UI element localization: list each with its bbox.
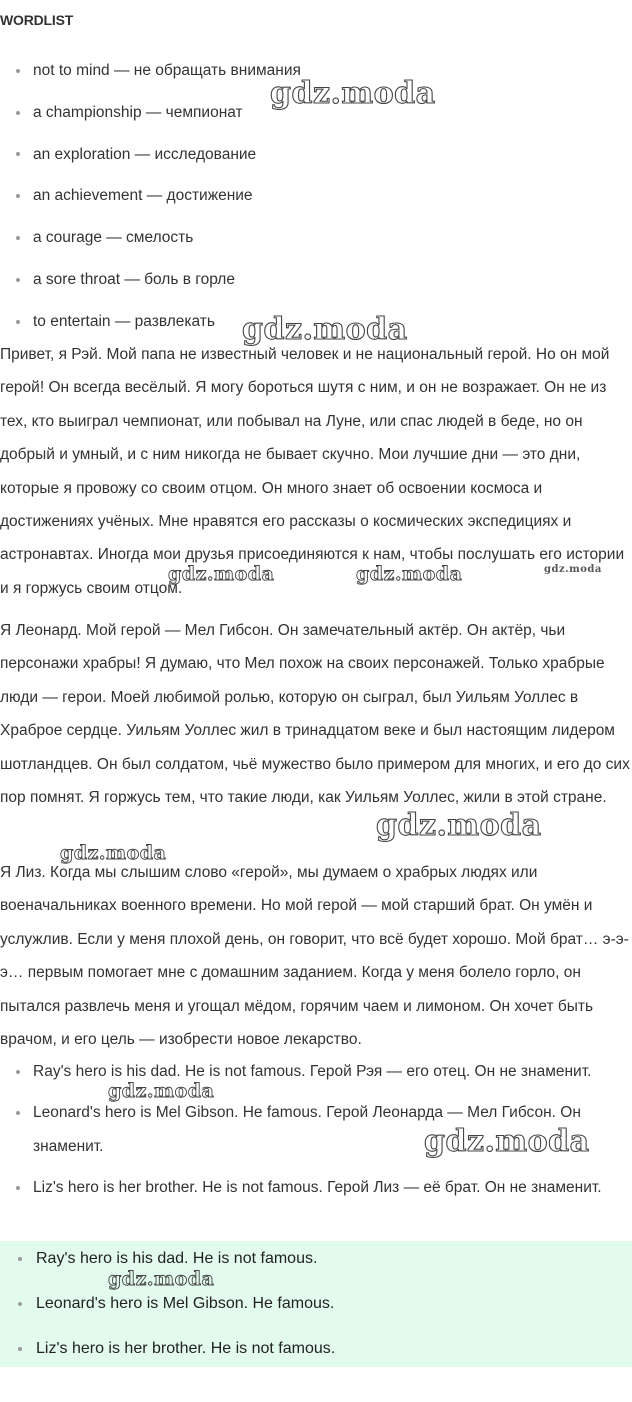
answers-list <box>0 1055 632 1213</box>
paragraph-liz: Я Лиз. Когда мы слышим слово «герой», мы думаем о храбрых людях или военачальниках военного времени. Но мой герой — мой старший брат. Он умён и услужлив. Если у меня плохой день, он говорит, что всё будет хорошо. Мой брат… э-э-э… первым помогает мне с домашним заданием. Когда у меня болело горло, он пытался развлечь меня и угощал мёдом, горячим чаем и лимоном. Он хочет быть врачом, и его цель — изобрести новое лекарство. <box>0 864 629 1049</box>
answer-item <box>0 1055 632 1088</box>
list-item <box>0 92 632 134</box>
bullet-icon <box>16 236 20 240</box>
highlighted-answer-text: Liz's hero is her brother. He is not famous. <box>36 1340 336 1357</box>
list-item <box>0 175 632 217</box>
bullet-icon <box>16 278 20 282</box>
watermark-logo: gdz.moda <box>60 842 167 864</box>
watermark-logo: gdz.moda <box>108 1080 215 1102</box>
bullet-icon <box>16 111 20 115</box>
bullet-icon <box>16 1111 20 1115</box>
list-item-text: an achievement — достижение <box>33 187 253 205</box>
answer-highlight-box <box>0 1241 632 1367</box>
highlighted-answer-text: Leonard's hero is Mel Gibson. He famous. <box>36 1295 335 1312</box>
highlighted-answer-text: Ray's hero is his dad. He is not famous. <box>36 1250 318 1267</box>
bullet-icon <box>18 1347 22 1351</box>
answer-text: Leonard's hero is Mel Gibson. He famous. Герой Леонарда — Мел Гибсон. Он знаменит. <box>33 1104 581 1155</box>
bullet-icon <box>16 194 20 198</box>
bullet-icon <box>18 1257 22 1261</box>
answer-text: Ray's hero is his dad. He is not famous. Герой Рэя — его отец. Он не знаменит. <box>33 1063 592 1080</box>
answer-item <box>0 1171 632 1204</box>
list-item <box>0 217 632 259</box>
watermark-logo: gdz.moda <box>242 312 408 347</box>
answer-item <box>0 1096 632 1163</box>
wordlist <box>0 50 632 343</box>
list-item <box>0 301 632 343</box>
bullet-icon <box>16 1186 20 1190</box>
watermark-logo: gdz.moda <box>270 76 436 111</box>
list-item-text: a championship — чемпионат <box>33 103 243 121</box>
watermark-logo: gdz.moda <box>424 1124 590 1159</box>
highlighted-answer-item <box>0 1331 632 1376</box>
watermark-logo: gdz.moda <box>376 808 542 843</box>
highlighted-answer-item <box>0 1286 632 1331</box>
bullet-icon <box>16 69 20 73</box>
highlighted-answers-list <box>0 1241 632 1376</box>
wordlist-heading: WORDLIST <box>0 12 74 28</box>
bullet-icon <box>18 1302 22 1306</box>
watermark-logo: gdz.moda <box>544 564 602 575</box>
paragraph-leonard: Я Леонард. Мой герой — Мел Гибсон. Он замечательный актёр. Он актёр, чьи персонажи храбры! Я думаю, что Мел похож на своих персонажей. Только храбрые люди — герои. Моей любимой ролью, которую он сыграл, был Уильям Уоллес в Храброе сердце. Уильям Уоллес жил в тринадцатом веке и был настоящим лидером шотландцев. Он был солдатом, чьё мужество было примером для многих, и его до сих пор помнят. Я горжусь тем, что такие люди, как Уильям Уоллес, жили в этой стране. <box>0 622 630 807</box>
list-item-text: to entertain — развлекать <box>33 312 215 330</box>
answer-text: Liz's hero is her brother. He is not famous. Герой Лиз — её брат. Он не знаменит. <box>33 1179 602 1197</box>
list-item-text: a courage — смелость <box>33 229 194 247</box>
list-item <box>0 50 632 92</box>
list-item <box>0 259 632 301</box>
bullet-icon <box>16 1070 20 1074</box>
list-item-text: a sore throat — боль в горле <box>33 270 235 288</box>
bullet-icon <box>16 320 20 324</box>
bullet-icon <box>16 152 20 156</box>
list-item-text: not to mind — не обращать внимания <box>33 62 301 79</box>
watermark-logo: gdz.moda <box>356 563 463 585</box>
list-item-text: an exploration — исследование <box>33 145 257 163</box>
watermark-logo: gdz.moda <box>168 563 275 585</box>
list-item <box>0 134 632 176</box>
paragraph-ray: Привет, я Рэй. Мой папа не известный человек и не национальный герой. Но он мой герой! Он всегда весёлый. Я могу бороться шутя с ним, и он не возражает. Он не из тех, кто выиграл чемпионат, или побывал на Луне, или спас людей в беде, но он добрый и умный, и с ним никогда не бывает скучно. Мои лучшие дни — это дни, которые я провожу со своим отцом. Он много знает об освоении космоса и достижениях учёных. Мне нравятся его рассказы о космических экспедициях и астронавтах. Иногда мои друзья присоединяются к нам, чтобы послушать его истории и я горжусь своим отцом. <box>0 346 625 597</box>
highlighted-answer-item <box>0 1241 632 1286</box>
